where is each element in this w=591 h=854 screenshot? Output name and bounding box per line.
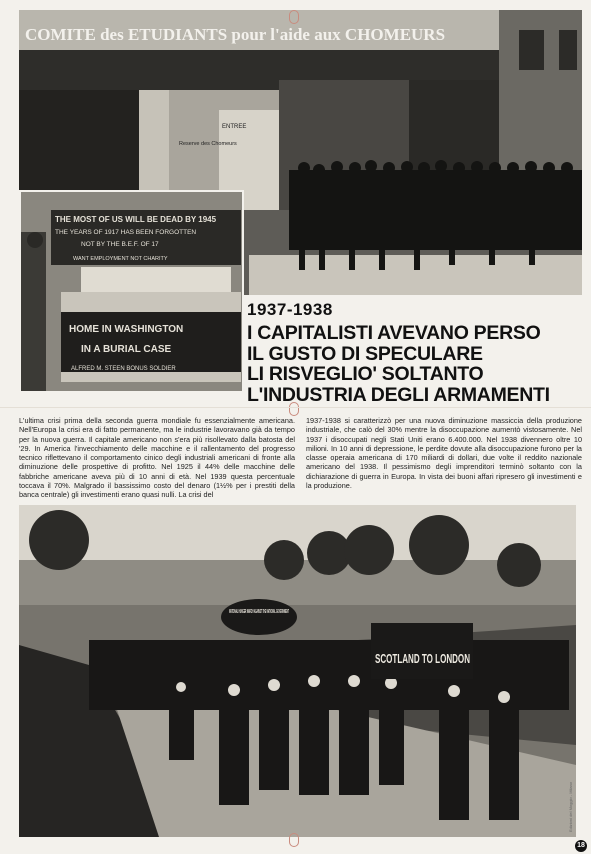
board-text-6: IN A BURIAL CASE (81, 344, 172, 355)
pin-mark (289, 833, 299, 847)
headline-line-1: I CAPITALISTI AVEVANO PERSO (247, 322, 541, 344)
headline-line-4: L'INDUSTRIA DEGLI ARMAMENTI (247, 383, 550, 406)
headline-line-2: IL GUSTO DI SPECULARE (247, 342, 483, 365)
board-text-4: WANT EMPLOYMENT NOT CHARITY (73, 256, 168, 262)
photo-bonus-army-protest (19, 190, 244, 393)
body-text-right: 1937-1938 si caratterizzò per una nuova diminuzione massiccia della produzione industriale, che calò del 30% mentre la disoccupazione aumentò vistosamente. Nel 1937 i disoccupati negli Stati Uniti erano 6.400.000. Nel 1938 divennero oltre 10 milioni. In 10 anni di depressione, le perdite dovute alla disoccupazione furono per la classe operaia americana di 170 miliardi di dollari, due volte il reddito nazionale americano del 1938. Il pessimismo degli imprenditori terminò soltanto con la dichiarazione di guerra in Europa. In vista dei buoni affari ripresero gli investimenti e la produzione. (306, 416, 582, 491)
board-text-1: THE MOST OF US WILL BE DEAD BY 1945 (55, 215, 217, 224)
paper-fold-line (0, 407, 591, 408)
pin-mark (289, 402, 299, 416)
banner-text-2: SCOTLAND TO LONDON (375, 651, 470, 666)
photo-hunger-march (19, 505, 576, 837)
board-text-7: ALFRED M. STEEN BONUS SOLDIER (71, 366, 176, 372)
body-text-left: L'ultima crisi prima della seconda guerra mondiale fu essenzialmente americana. Nell'Europa la crisi era di fatto permanente, ma le industrie lavoravano già da tempo per la nuova guerra. Il capitale americano non s'era più risollevato dalla batosta del '29. In America l'invecchiamento delle macchine e il rallentamento del progresso tecnico riflettevano il comportamento cinico degli industriali americani di fronte alla diminuzione delle prospettive di profitto. Nel 1925 il 44% delle macchine delle fabbriche americane aveva più di 10 anni di età. Nel 1939 questa percentuale toccava il 70%. Malgrado il bassissimo costo del denaro (1½% per i prestiti della banca centrale) gli investimenti erano quasi nulli. La crisi del (19, 416, 295, 500)
headline-line-3: LI RISVEGLIO' SOLTANTO (247, 363, 484, 385)
board-text-2: THE YEARS OF 1917 HAS BEEN FORGOTTEN (55, 229, 197, 236)
headline-block (247, 300, 587, 405)
page-number: 18 (575, 840, 587, 852)
footer-credit: Edizioni del Moggio - Milano (568, 781, 573, 832)
board-text-5: HOME IN WASHINGTON (69, 324, 184, 335)
pin-mark (289, 10, 299, 24)
board-text-3: NOT BY THE B.E.F. OF 17 (81, 241, 159, 248)
sign-small-text-2: ENTREE (222, 124, 247, 130)
sign-main-text: COMITE des ETUDIANTS pour l'aide aux CHOMEURS (25, 25, 446, 44)
banner-text-1: NATIONAL HUNGER MARCH AGAINST THE NATIONAL GOVERNMENT (229, 609, 290, 615)
sign-small-text-1: Reserve des Chomeurs (179, 141, 237, 147)
headline-year: 1937-1938 (247, 300, 333, 319)
